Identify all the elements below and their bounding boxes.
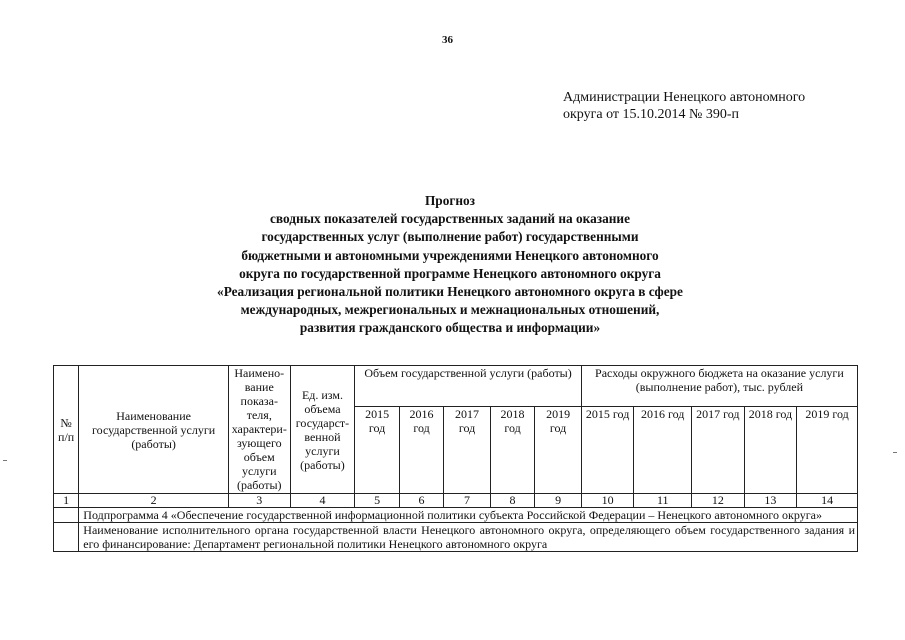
header-budget-year: 2016 год xyxy=(634,407,692,494)
header-num: № п/п xyxy=(54,366,79,494)
header-volume-year: 2019 год xyxy=(535,407,582,494)
column-number: 6 xyxy=(399,494,443,508)
title-line: государственных услуг (выполнение работ) государственными xyxy=(261,229,639,245)
header-budget-year: 2019 год xyxy=(797,407,858,494)
admin-reference-line-2: округа от 15.10.2014 № 390-п xyxy=(563,107,740,122)
column-number: 9 xyxy=(535,494,582,508)
header-volume-year: 2018 год xyxy=(490,407,534,494)
table-cell-empty xyxy=(54,508,79,523)
title-line: округа по государственной программе Ненецкого автономного округа xyxy=(239,265,661,281)
column-number: 1 xyxy=(54,494,79,508)
title-line: бюджетными и автономными учреждениями Ненецкого автономного xyxy=(241,247,659,263)
executive-body-text: Наименование исполнительного органа государственной власти Ненецкого автономного округа, определяющего объем государственного задания и его финансирование: Департамент региональной политики Ненецкого автономного округа xyxy=(79,523,858,552)
admin-reference xyxy=(563,89,805,123)
page-number: 36 xyxy=(442,34,453,46)
subprogram-title: Подпрограмма 4 «Обеспечение государственной информационной политики субъекта Российской Федерации – Ненецкого автономного округа» xyxy=(79,508,858,523)
title-line: развития гражданского общества и информации» xyxy=(299,320,601,336)
header-row-groups xyxy=(54,366,858,407)
column-number: 12 xyxy=(692,494,745,508)
executive-body-row xyxy=(54,523,858,552)
column-number: 14 xyxy=(797,494,858,508)
subprogram-row xyxy=(54,508,858,523)
header-volume-group: Объем государственной услуги (работы) xyxy=(355,366,582,407)
title-line: «Реализация региональной политики Ненецкого автономного округа в сфере xyxy=(217,284,683,300)
document-title xyxy=(120,192,780,338)
admin-reference-line-1: Администрации Ненецкого автономного xyxy=(563,90,806,105)
column-number: 4 xyxy=(290,494,355,508)
header-budget-group: Расходы окружного бюджета на оказание услуги (выполнение работ), тыс. рублей xyxy=(581,366,857,407)
margin-mark xyxy=(893,452,897,453)
column-number: 10 xyxy=(581,494,634,508)
column-number: 8 xyxy=(490,494,534,508)
header-budget-year: 2017 год xyxy=(692,407,745,494)
header-service-name: Наименование государственной услуги (работы) xyxy=(79,366,229,494)
forecast-table xyxy=(53,365,858,552)
column-number: 7 xyxy=(444,494,491,508)
column-number: 3 xyxy=(228,494,290,508)
header-volume-year: 2015 год xyxy=(355,407,399,494)
table-cell-empty xyxy=(54,523,79,552)
header-volume-year: 2017 год xyxy=(444,407,491,494)
header-indicator-name: Наимено-вание показа-теля, характери-зующего объем услуги (работы) xyxy=(228,366,290,494)
title-line: Прогноз xyxy=(424,193,476,208)
column-number: 5 xyxy=(355,494,399,508)
header-unit: Ед. изм. объема государст-венной услуги (работы) xyxy=(290,366,355,494)
column-number-row xyxy=(54,494,858,508)
header-budget-year: 2018 год xyxy=(744,407,797,494)
header-budget-year: 2015 год xyxy=(581,407,634,494)
column-number: 13 xyxy=(744,494,797,508)
column-number: 11 xyxy=(634,494,692,508)
title-line: международных, межрегиональных и межнациональных отношений, xyxy=(240,302,660,318)
header-volume-year: 2016 год xyxy=(399,407,443,494)
title-line: сводных показателей государственных заданий на оказание xyxy=(270,211,630,227)
column-number: 2 xyxy=(79,494,229,508)
margin-mark xyxy=(3,460,7,461)
